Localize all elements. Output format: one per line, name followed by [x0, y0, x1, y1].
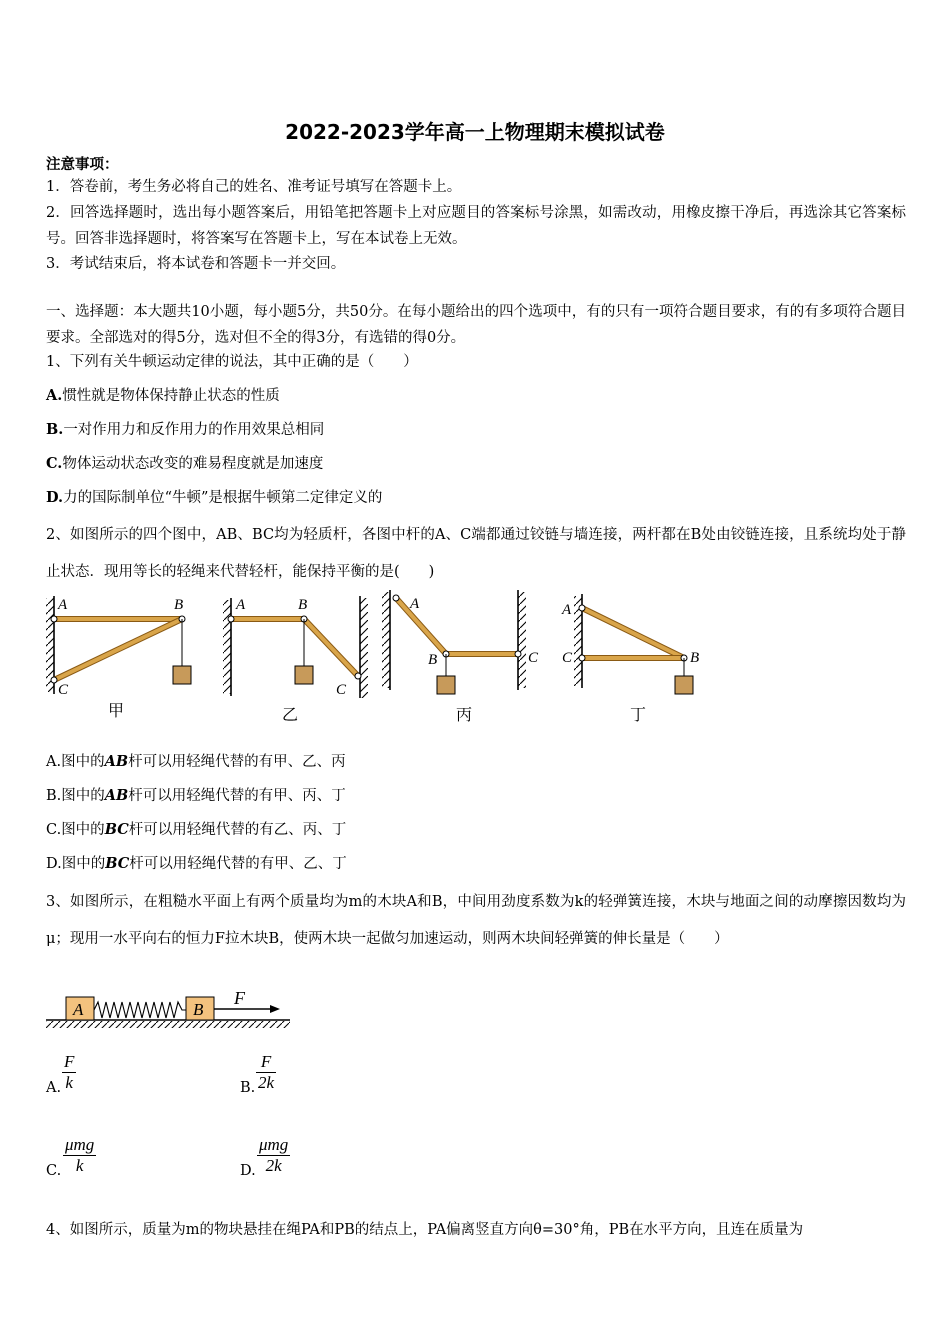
notice-item-3: 3．考试结束后，将本试卷和答题卡一并交回。	[46, 256, 346, 272]
q3-option-d-label: D.	[240, 1163, 256, 1179]
q2-option-a: A.图中的AB杆可以用轻绳代替的有甲、乙、丙	[46, 753, 346, 770]
q3-option-d-fraction: μmg 2k	[259, 1135, 289, 1175]
caption-bing: 丙	[456, 707, 473, 724]
q2-stem: 2、如图所示的四个图中，AB、BC均为轻质杆，各图中杆的A、C端都通过铰链与墙连接，两杆都在B处由铰链连接，且系统均处于静止状态．现用等长的轻绳来代替轻杆，能保持平衡的是( )	[46, 527, 906, 580]
q3-option-a-label: A.	[46, 1080, 62, 1096]
q3-option-b-fraction: F 2k	[258, 1052, 275, 1092]
caption-ding: 丁	[630, 707, 647, 724]
q1-option-d: D.力的国际制单位“牛顿”是根据牛顿第二定律定义的	[46, 489, 383, 506]
q1-option-b: B.一对作用力和反作用力的作用效果总相同	[46, 421, 325, 438]
q3-option-a-fraction: F k	[64, 1052, 75, 1092]
q2-option-b: B.图中的AB杆可以用轻绳代替的有甲、丙、丁	[46, 787, 346, 804]
label-c: C	[336, 682, 347, 698]
q1-stem: 1、下列有关牛顿运动定律的说法，其中正确的是（ ）	[46, 354, 418, 370]
label-a: A	[58, 597, 68, 613]
q3-option-c-fraction: μmg k	[65, 1135, 95, 1175]
q3-stem: 3、如图所示，在粗糙水平面上有两个质量均为m的木块A和B，中间用劲度系数为k的轻弹簧连接，木块与地面之间的动摩擦因数均为μ；现用一水平向右的恒力F拉木块B，使两木块一起做匀加速运动，则两木块间轻弹簧的伸长量是（ ）	[46, 894, 906, 947]
label-a: A	[410, 596, 420, 612]
q1-option-a: A.惯性就是物体保持静止状态的性质	[46, 387, 280, 404]
label-c: C	[562, 650, 573, 666]
caption-yi: 乙	[282, 707, 299, 724]
q2-figure	[40, 588, 720, 728]
label-c: C	[58, 682, 69, 698]
block-a-label: A	[73, 1000, 84, 1019]
section1-intro: 一、选择题：本大题共10小题，每小题5分，共50分。在每小题给出的四个选项中，有的只有一项符合题目要求，有的有多项符合题目要求。全部选对的得5分，选对但不全的得3分，有选错的得0分。	[46, 304, 906, 346]
label-c: C	[528, 650, 539, 666]
paper-title: 2022-2023学年高一上物理期末模拟试卷	[285, 120, 665, 144]
force-label: F	[234, 988, 245, 1008]
notice-item-2: 2．回答选择题时，选出每小题答案后，用铅笔把答题卡上对应题目的答案标号涂黑，如需改动，用橡皮擦干净后，再选涂其它答案标号。回答非选择题时，将答案写在答题卡上，写在本试卷上无效。	[46, 205, 906, 247]
q2-option-d: D.图中的BC杆可以用轻绳代替的有甲、乙、丁	[46, 855, 347, 872]
figure-yi	[223, 596, 368, 724]
label-b: B	[690, 650, 700, 666]
label-a: A	[236, 597, 246, 613]
block-b-label: B	[193, 1000, 204, 1019]
q4-stem: 4、如图所示，质量为m的物块悬挂在绳PA和PB的结点上，PA偏离竖直方向θ=30°角，PB在水平方向，且连在质量为	[46, 1222, 804, 1238]
notice-heading: 注意事项：	[46, 156, 119, 173]
label-b: B	[174, 597, 184, 613]
caption-jia: 甲	[108, 703, 125, 720]
q1-option-c: C.物体运动状态改变的难易程度就是加速度	[46, 455, 324, 472]
notice-item-1: 1．答卷前，考生务必将自己的姓名、准考证号填写在答题卡上。	[46, 179, 462, 195]
figure-jia	[46, 596, 191, 720]
label-b: B	[298, 597, 308, 613]
figure-bing	[382, 590, 539, 724]
q2-option-c: C.图中的BC杆可以用轻绳代替的有乙、丙、丁	[46, 821, 347, 838]
label-a: A	[562, 602, 572, 618]
q3-option-b-label: B.	[240, 1080, 256, 1096]
figure-ding	[561, 594, 699, 724]
q3-figure	[44, 988, 294, 1030]
q3-option-c-label: C.	[46, 1163, 62, 1179]
label-b: B	[428, 652, 438, 668]
